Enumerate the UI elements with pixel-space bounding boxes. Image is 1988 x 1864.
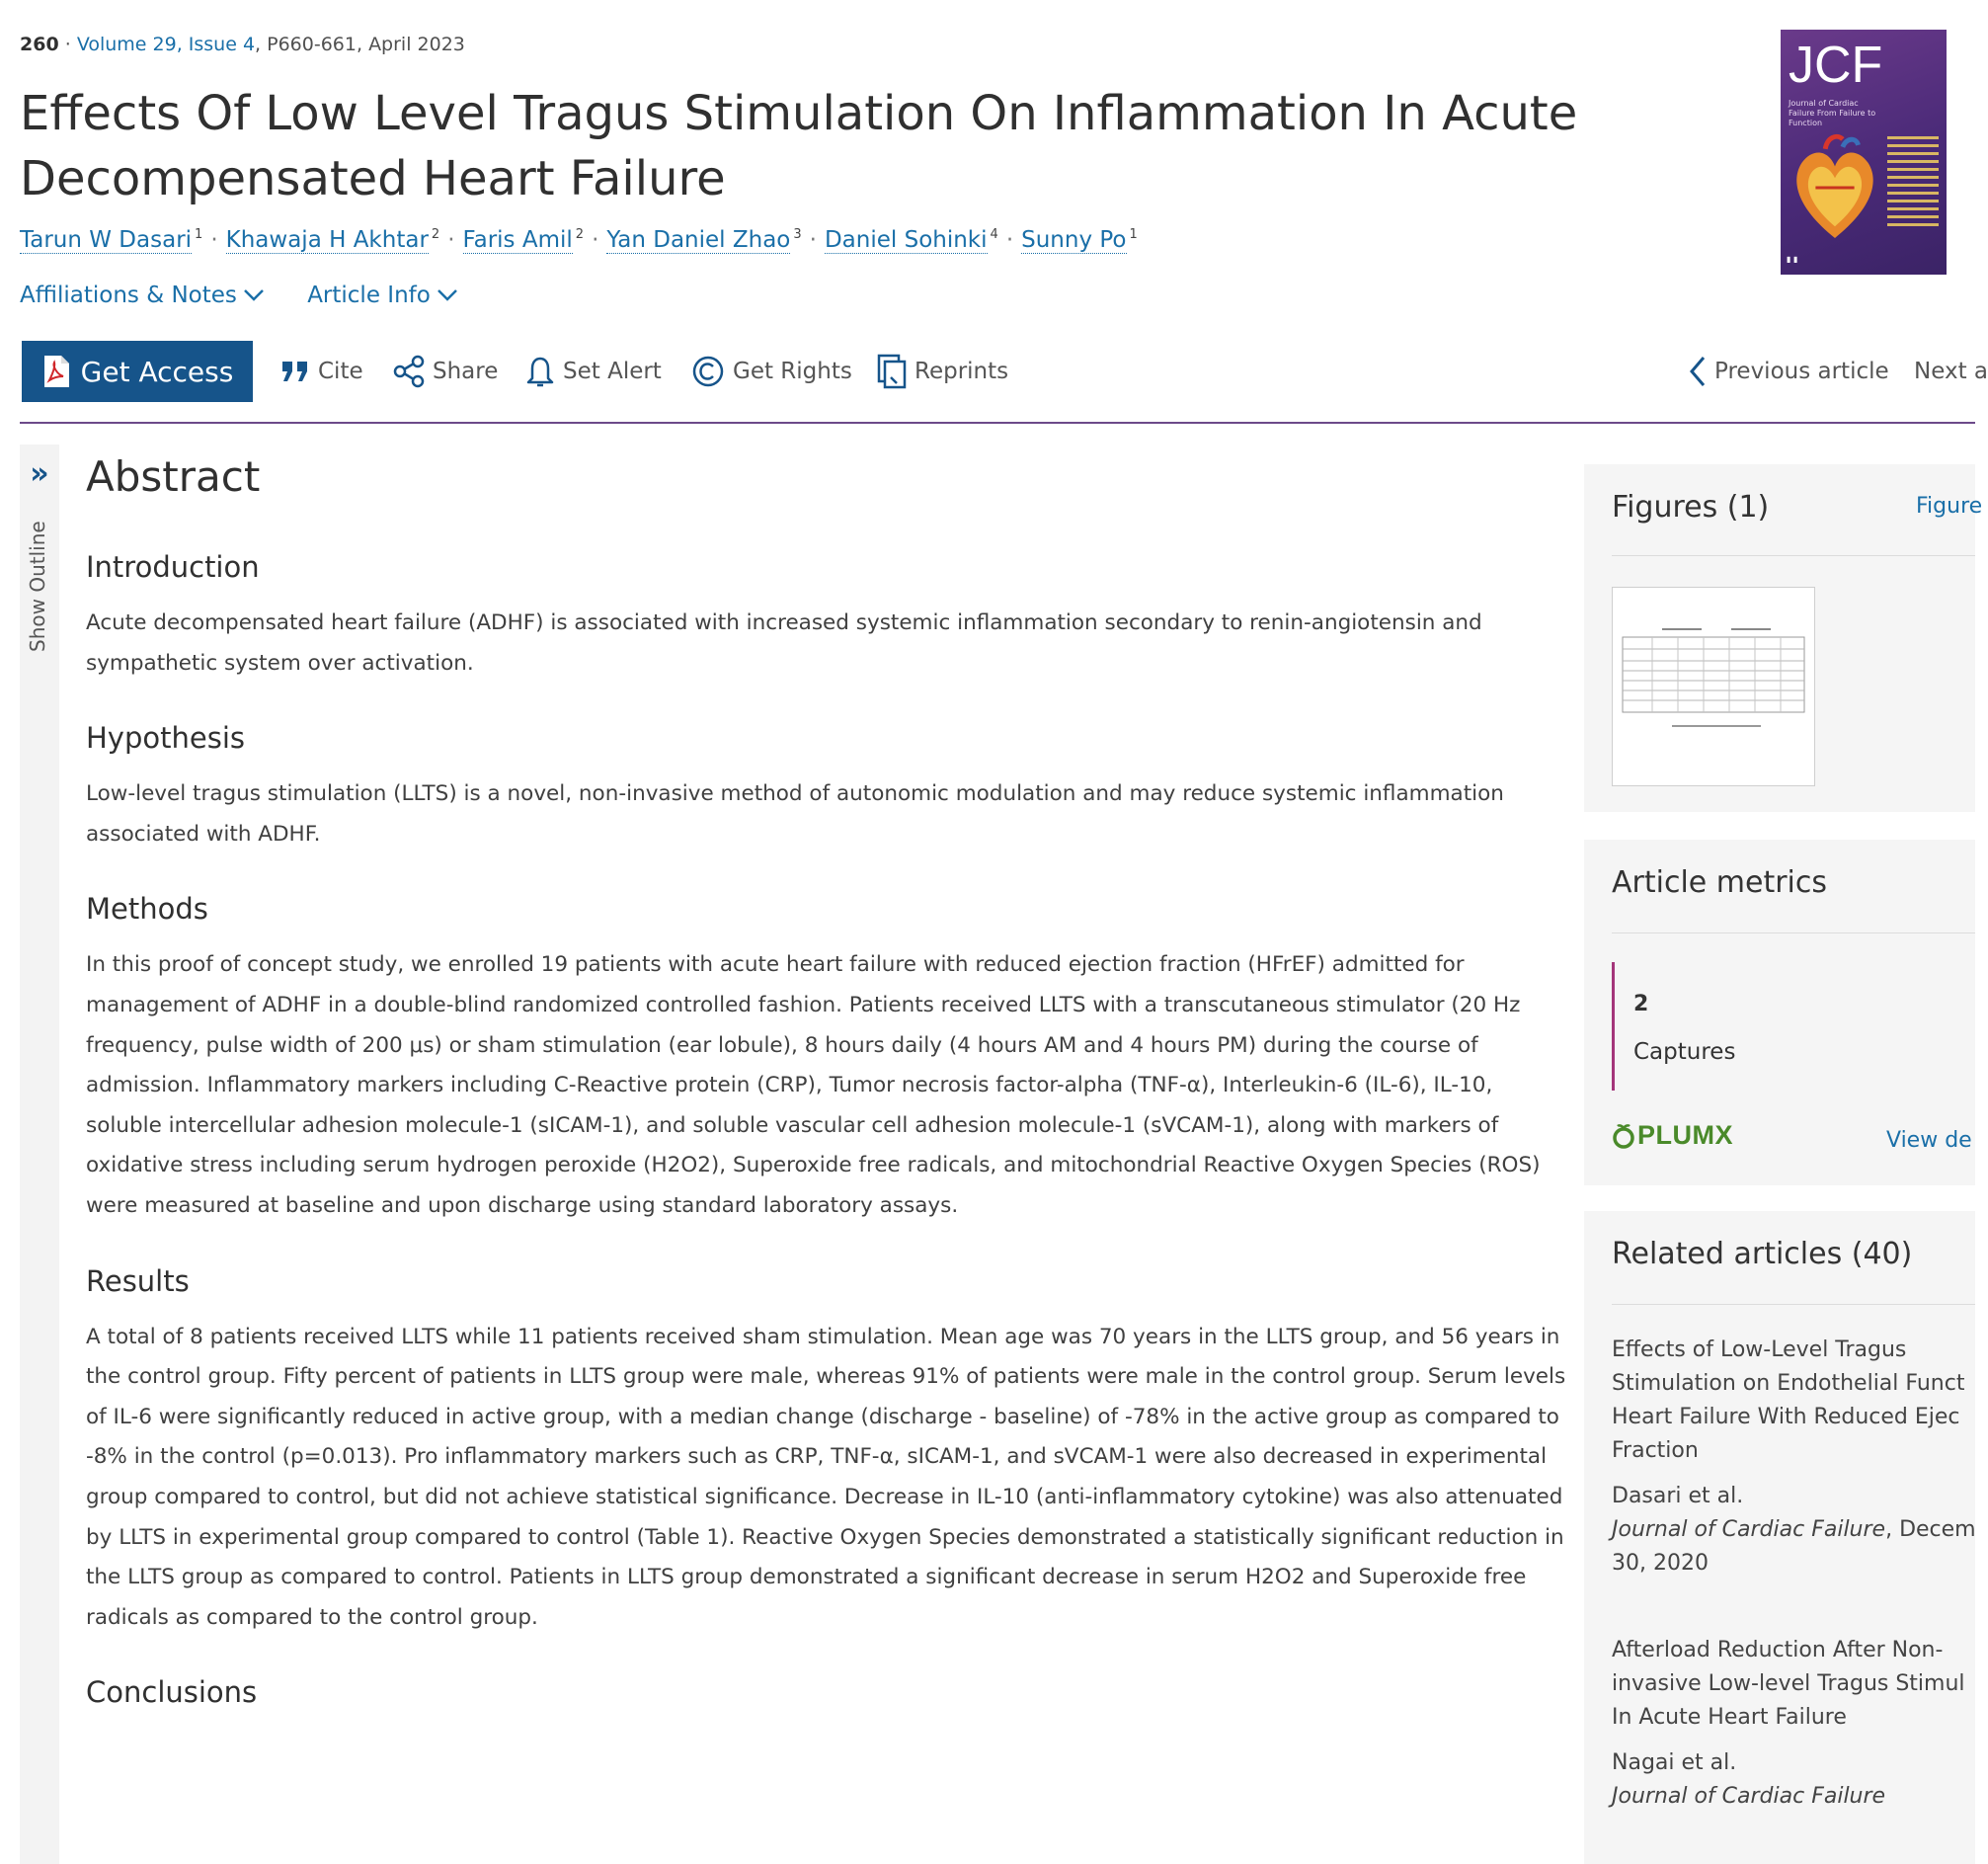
affiliations-notes-label: Affiliations & Notes xyxy=(20,283,237,308)
panel-divider xyxy=(1612,1304,1975,1305)
related-article-title-line[interactable]: Heart Failure With Reduced Ejec xyxy=(1612,1405,1960,1429)
author-separator: · xyxy=(1005,227,1014,253)
header-divider xyxy=(20,422,1975,424)
set-alert-label: Set Alert xyxy=(563,359,662,384)
author-affiliation-number: 4 xyxy=(990,227,998,243)
author-link[interactable]: Khawaja H Akhtar xyxy=(225,227,429,253)
journal-cover-image[interactable] xyxy=(1781,30,1947,275)
related-article-authors: Dasari et al. xyxy=(1612,1484,1744,1508)
related-articles-title: Related articles (40) xyxy=(1612,1237,1913,1271)
cover-title: JCF xyxy=(1789,37,1883,94)
author-list xyxy=(20,227,1138,253)
author-separator: · xyxy=(210,227,218,253)
author-link[interactable]: Sunny Po xyxy=(1021,227,1127,253)
chevron-left-icon xyxy=(1689,356,1707,387)
section-heading-methods: Methods xyxy=(86,892,208,927)
author-affiliation-number: 2 xyxy=(575,227,585,243)
affiliations-notes-toggle[interactable] xyxy=(20,283,265,308)
related-article-title-line[interactable]: In Acute Heart Failure xyxy=(1612,1705,1847,1730)
figures-panel xyxy=(1584,464,1983,812)
article-title: Effects Of Low Level Tragus Stimulation On Inflammation In Acute Decompensated Heart Failure xyxy=(20,86,1578,206)
get-rights-button[interactable] xyxy=(691,352,852,391)
author-affiliation-number: 3 xyxy=(793,227,802,243)
breadcrumb-separator: · xyxy=(64,34,77,55)
author-separator: · xyxy=(447,227,455,253)
quote-icon xyxy=(280,360,310,383)
cover-subtitle: Journal of Cardiac Failure From Failure to Function xyxy=(1789,99,1876,127)
next-article-label: Next a xyxy=(1914,359,1988,384)
panel-divider xyxy=(1612,932,1975,933)
pages-date: P660-661, April 2023 xyxy=(267,34,465,55)
share-label: Share xyxy=(433,359,499,384)
set-alert-button[interactable] xyxy=(525,352,662,391)
section-heading-introduction: Introduction xyxy=(86,550,260,584)
section-text-introduction: Acute decompensated heart failure (ADHF) is associated with increased systemic inflammation secondary to renin-angiotensin and sympathetic system over activation. xyxy=(86,610,1482,676)
abstract-section xyxy=(86,452,1567,1709)
article-info-toggle[interactable] xyxy=(307,283,458,308)
related-article-date-line: 30, 2020 xyxy=(1612,1551,1709,1576)
article-metrics-title: Article metrics xyxy=(1612,865,1828,900)
previous-article-label: Previous article xyxy=(1714,359,1889,384)
figures-view-link[interactable]: Figure xyxy=(1916,494,1983,519)
article-meta-links xyxy=(20,283,494,308)
reprints-icon xyxy=(877,354,907,389)
related-article-source xyxy=(1612,1513,1975,1547)
related-article-title-line[interactable]: Afterload Reduction After Non- xyxy=(1612,1638,1944,1662)
author-affiliation-number: 1 xyxy=(195,227,203,243)
volume-issue-link[interactable]: Volume 29, Issue 4 xyxy=(76,34,256,55)
cover-contents xyxy=(1887,136,1939,231)
share-button[interactable] xyxy=(393,352,498,391)
chevron-down-icon xyxy=(243,288,265,302)
chevron-down-icon xyxy=(437,288,458,302)
breadcrumb-separator: , xyxy=(255,34,268,55)
cite-label: Cite xyxy=(318,359,363,384)
author-affiliation-number: 2 xyxy=(431,227,440,243)
next-article-link[interactable] xyxy=(1914,352,1988,391)
pdf-icon xyxy=(41,355,71,388)
author-link[interactable]: Daniel Sohinki xyxy=(824,227,988,253)
section-heading-results: Results xyxy=(86,1263,190,1298)
section-text-results: A total of 8 patients received LLTS while 11 patients received sham stimulation. Mean age was 70 years in the LLTS group, and 56 years in the control group. Fifty percent of patients in LLTS group were male, whereas 91% of patients were male in the control group. Serum levels of IL-6 were significantly reduced in active group, with a median change (discharge - baseline) of -78% in the active group as compared to -8% in the control (p=0.013). Pro inflammatory markers such as CRP, TNF-α, sICAM-1, and sVCAM-1 were also decreased in experimental group compared to control, but did not achieve statistical significance. Decrease in IL-10 (anti-inflammatory cytokine) was also attenuated by LLTS in experimental group compared to control (Table 1). Reactive Oxygen Species demonstrated a statistically significant reduction in the LLTS group as compared to control. Patients in LLTS group demonstrated a significant decrease in serum H2O2 and Superoxide free radicals as compared to the control group. xyxy=(86,1324,1566,1630)
reprints-label: Reprints xyxy=(914,359,1009,384)
section-text-hypothesis: Low-level tragus stimulation (LLTS) is a novel, non-invasive method of autonomic modulation and may reduce systemic inflammation associated with ADHF. xyxy=(86,781,1504,847)
copyright-icon xyxy=(691,355,725,388)
related-article-title-line[interactable]: invasive Low-level Tragus Stimul xyxy=(1612,1671,1965,1696)
related-article-journal: Journal of Cardiac Failure xyxy=(1612,1784,1886,1809)
related-article-journal: Journal of Cardiac Failure xyxy=(1612,1517,1886,1542)
get-rights-label: Get Rights xyxy=(733,359,852,384)
author-link[interactable]: Faris Amil xyxy=(462,227,573,253)
section-text-methods: In this proof of concept study, we enrolled 19 patients with acute heart failure with reduced ejection fraction (HFrEF) admitted for management of ADHF in a double-blind randomized controlled fashion. Patients received LLTS with a transcutaneous stimulator (20 Hz frequency, pulse width of 200 μs) or sham stimulation (ear lobule), 8 hours daily (4 hours AM and 4 hours PM) during the course of admission. Inflammatory markers including C-Reactive protein (CRP), Tumor necrosis factor-alpha (TNF-α), Interleukin-6 (IL-6), IL-10, soluble intercellular adhesion molecule-1 (sICAM-1), and soluble vascular cell adhesion molecule-1 (sVCAM-1), along with markers of oxidative stress including serum hydrogen peroxide (H2O2), Superoxide free radicals, and mitochondrial Reactive Oxygen Species (ROS) were measured at baseline and upon discharge using standard laboratory assays. xyxy=(86,952,1541,1218)
related-articles-panel xyxy=(1584,1211,1975,1864)
author-affiliation-number: 1 xyxy=(1129,227,1138,243)
get-access-button[interactable] xyxy=(22,341,253,402)
figure-thumbnail[interactable] xyxy=(1612,587,1815,786)
outline-panel[interactable] xyxy=(20,445,59,1864)
table-figure-icon xyxy=(1613,588,1814,785)
breadcrumb xyxy=(20,34,465,55)
heart-illustration-icon xyxy=(1787,128,1883,247)
double-chevron-right-icon[interactable]: » xyxy=(30,456,49,491)
cover-publisher-logo: ▮ ▮ xyxy=(1787,255,1798,264)
abstract-heading: Abstract xyxy=(86,452,261,501)
plumx-logo[interactable] xyxy=(1612,1120,1733,1151)
captures-label: Captures xyxy=(1633,1039,1736,1065)
plumx-flower-icon xyxy=(1612,1123,1635,1149)
related-article-item[interactable] xyxy=(1612,1334,1975,1580)
captures-indicator xyxy=(1612,962,1615,1091)
related-article-title-line[interactable]: Effects of Low-Level Tragus xyxy=(1612,1337,1907,1362)
share-icon xyxy=(393,356,425,387)
captures-count: 2 xyxy=(1633,992,1649,1016)
plumx-label: PLUMX xyxy=(1637,1120,1733,1150)
view-details-link[interactable]: View de xyxy=(1886,1128,1972,1153)
related-article-title-line[interactable]: Stimulation on Endothelial Funct xyxy=(1612,1371,1965,1396)
author-link[interactable]: Yan Daniel Zhao xyxy=(606,227,791,253)
article-info-label: Article Info xyxy=(307,283,431,308)
reprints-button[interactable] xyxy=(877,352,1008,391)
previous-article-link[interactable] xyxy=(1689,352,1889,391)
related-article-title-line[interactable]: Fraction xyxy=(1612,1438,1699,1463)
bell-icon xyxy=(525,355,555,388)
related-article-date: , Decem xyxy=(1885,1517,1976,1542)
section-heading-conclusions: Conclusions xyxy=(86,1675,258,1710)
author-separator: · xyxy=(809,227,817,253)
panel-divider xyxy=(1612,555,1975,556)
section-heading-hypothesis: Hypothesis xyxy=(86,721,245,756)
related-article-item[interactable] xyxy=(1612,1634,1975,1814)
figures-title: Figures (1) xyxy=(1612,490,1770,525)
related-article-source xyxy=(1612,1780,1975,1814)
show-outline-label[interactable]: Show Outline xyxy=(26,521,49,652)
author-link[interactable]: Tarun W Dasari xyxy=(20,227,193,253)
cite-button[interactable] xyxy=(280,352,363,391)
page-number: 260 xyxy=(20,34,59,55)
related-article-authors: Nagai et al. xyxy=(1612,1750,1737,1775)
author-separator: · xyxy=(592,227,599,253)
get-access-label: Get Access xyxy=(80,355,234,388)
article-metrics-panel xyxy=(1584,840,1975,1185)
